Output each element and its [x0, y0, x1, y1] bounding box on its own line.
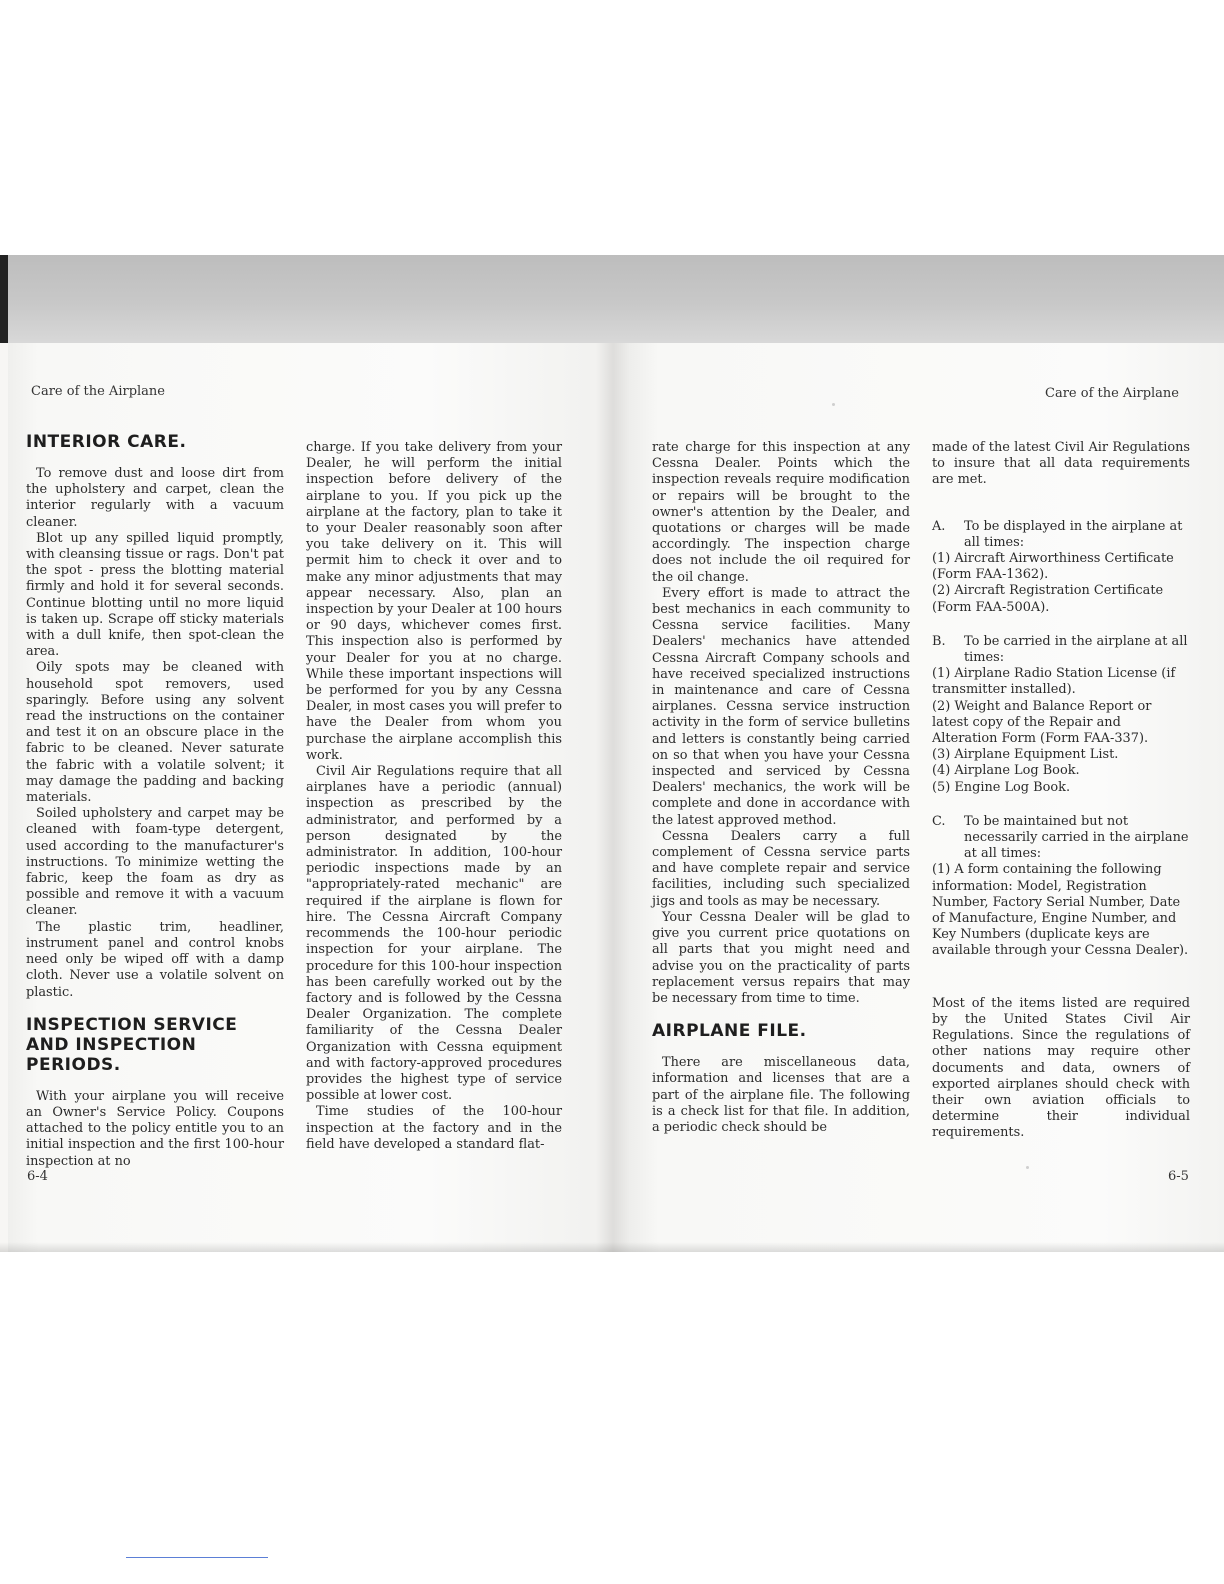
- file-item: (3) Airplane Equipment List.: [932, 747, 1119, 763]
- interior-care-paragraph: The plastic trim, headliner, instrument panel and control knobs need only be wiped off with a damp cloth. Never use a volatile solvent on plastic.: [26, 919, 284, 1000]
- interior-care-paragraph: Oily spots may be cleaned with household spot removers, used sparingly. Before using any solvent read the instructions on the container and test it on an obscure place in the fabric to be cleaned. Never saturate the fabric with a volatile solvent; it may damage the padding and backing materials.: [26, 660, 284, 806]
- group-text: To be carried in the airplane at all times:: [964, 633, 1188, 666]
- inspection-paragraph-continued: charge. If you take delivery from your Dealer, he will perform the initial inspection before delivery of the airplane to you. If you pick up the airplane at the factory, plan to take it to your Dealer reasonably soon after you take delivery on it. This will permit him to check it over and to make any minor adjustments that may appear necessary. Also, plan an inspection by your Dealer at 100 hours or 90 days, whichever comes first. This inspection also is performed by your Dealer for you at no charge. While these important inspections will be performed for you by any Cessna Dealer, in most cases you will prefer to have the Dealer from whom you purchase the airplane accomplish this work.: [306, 440, 562, 763]
- group-label: B.: [932, 633, 946, 649]
- interior-care-paragraph: Blot up any spilled liquid promptly, with cleansing tissue or rags. Don't pat the spot - press the blotting material firmly and hold it for several seconds. Continue blotting until no more liquid is taken up. Scrape off sticky materials with a dull knife, then spot-clean the area.: [26, 530, 284, 660]
- inspection-heading: INSPECTION SERVICE AND INSPECTION PERIODS.: [26, 1014, 238, 1075]
- file-item: (1) A form containing the following information: Model, Registration Number, Factory Serial Number, Date of Manufacture, Engine Number, and Key Numbers (duplicate keys are available through your Cessna Dealer).: [932, 862, 1189, 959]
- file-group-a: [932, 519, 1190, 616]
- inspection-paragraph: With your airplane you will receive an Owner's Service Policy. Coupons attached to the policy entitle you to an initial inspection and the first 100-hour inspection at no: [26, 1088, 284, 1169]
- airplane-file-closing: Most of the items listed are required by the United States Civil Air Regulations. Since the regulations of other nations may require other documents and data, owners of exported airplanes should check with their own aviation officials to determine their individual requirements.: [932, 995, 1190, 1141]
- group-label: A.: [932, 518, 946, 534]
- group-text: To be maintained but not necessarily carried in the airplane at all times:: [964, 813, 1189, 862]
- left-column-1: [26, 432, 284, 1170]
- book-gutter: [596, 343, 630, 1252]
- scan-left-edge: [0, 255, 8, 343]
- left-running-head: Care of the Airplane: [31, 384, 165, 399]
- speck: [832, 403, 835, 406]
- inspection-paragraph: Time studies of the 100-hour inspection at the factory and in the field have developed a standard flat-: [306, 1104, 562, 1152]
- group-label: C.: [932, 813, 946, 829]
- inspection-paragraph-continued: rate charge for this inspection at any Cessna Dealer. Points which the inspection reveals require modification or repairs will be brought to the owner's attention by the Dealer, and quotations or charges will be made accordingly. The inspection charge does not include the oil required for the oil change.: [652, 440, 910, 585]
- inspection-paragraph: Your Cessna Dealer will be glad to give you current price quotations on all parts that you might need and advise you on the practicality of parts replacement versus repairs that may be necessary from time to time.: [652, 909, 910, 1006]
- interior-care-paragraph: Soiled upholstery and carpet may be cleaned with foam-type detergent, used according to the manufacturer's instructions. To minimize wetting the fabric, keep the foam as dry as possible and remove it with a vacuum cleaner.: [26, 806, 284, 919]
- interior-care-paragraph: To remove dust and loose dirt from the upholstery and carpet, clean the interior regularly with a vacuum cleaner.: [26, 466, 284, 530]
- right-folio: 6-5: [1168, 1169, 1189, 1184]
- airplane-file-intro-continued: made of the latest Civil Air Regulations to insure that all data requirements are met.: [932, 440, 1190, 488]
- left-folio: 6-4: [27, 1169, 48, 1184]
- right-column-2: [932, 440, 1190, 1142]
- inspection-paragraph: Civil Air Regulations require that all airplanes have a periodic (annual) inspection as prescribed by the administrator, and performed by a person designated by the administrator. In addition, 100-hour periodic inspections made by an "appropriately-rated mechanic" are required if the airplane is flown for hire. The Cessna Aircraft Company recommends the 100-hour periodic inspection for your airplane. The procedure for this 100-hour inspection has been carefully worked out by the factory and is followed by the Cessna Dealer Organization. The complete familiarity of the Cessna Dealer Organization with Cessna equipment and with factory-approved procedures provides the highest type of service possible at lower cost.: [306, 764, 562, 1104]
- right-running-head: Care of the Airplane: [1045, 386, 1179, 401]
- file-group-b: [932, 634, 1190, 796]
- inspection-paragraph: Cessna Dealers carry a full complement of Cessna service parts and have complete repair and service facilities, including such specialized jigs and tools as may be necessary.: [652, 828, 910, 909]
- file-group-c: [932, 814, 1190, 960]
- file-item: (5) Engine Log Book.: [932, 779, 1071, 795]
- airplane-file-heading: AIRPLANE FILE.: [652, 1021, 807, 1042]
- airplane-file-intro: There are miscellaneous data, information and licenses that are a part of the airplane file. The following is a check list for that file. In addition, a periodic check should be: [652, 1055, 910, 1135]
- file-item: (1) Airplane Radio Station License (if transmitter installed).: [932, 666, 1176, 698]
- interior-care-heading: INTERIOR CARE.: [26, 432, 187, 452]
- blue-underline-mark: [126, 1557, 268, 1558]
- inspection-paragraph: Every effort is made to attract the best mechanics in each community to Cessna service facilities. Many Dealers' mechanics have attended Cessna Aircraft Company schools and have received specialized instructions in maintenance and care of Cessna airplanes. Cessna service instruction activity in the form of service bulletins and letters is constantly being carried on so that when you have your Cessna inspected and serviced by Cessna Dealers' mechanics, the work will be complete and done in accordance with the latest approved method.: [652, 585, 910, 828]
- left-column-2: [306, 440, 562, 1153]
- group-text: To be displayed in the airplane at all times:: [964, 518, 1183, 550]
- file-item: (1) Aircraft Airworthiness Certificate (Form FAA-1362).: [932, 551, 1174, 583]
- file-item: (2) Aircraft Registration Certificate (Form FAA-500A).: [932, 583, 1164, 615]
- file-item: (4) Airplane Log Book.: [932, 763, 1080, 779]
- file-item: (2) Weight and Balance Report or latest copy of the Repair and Alteration Form (Form FAA-337).: [932, 698, 1152, 747]
- right-column-1: [652, 440, 910, 1136]
- scan-bottom-shade: [0, 1242, 1224, 1252]
- scan-top-band: [0, 255, 1224, 343]
- speck: [1026, 1166, 1029, 1169]
